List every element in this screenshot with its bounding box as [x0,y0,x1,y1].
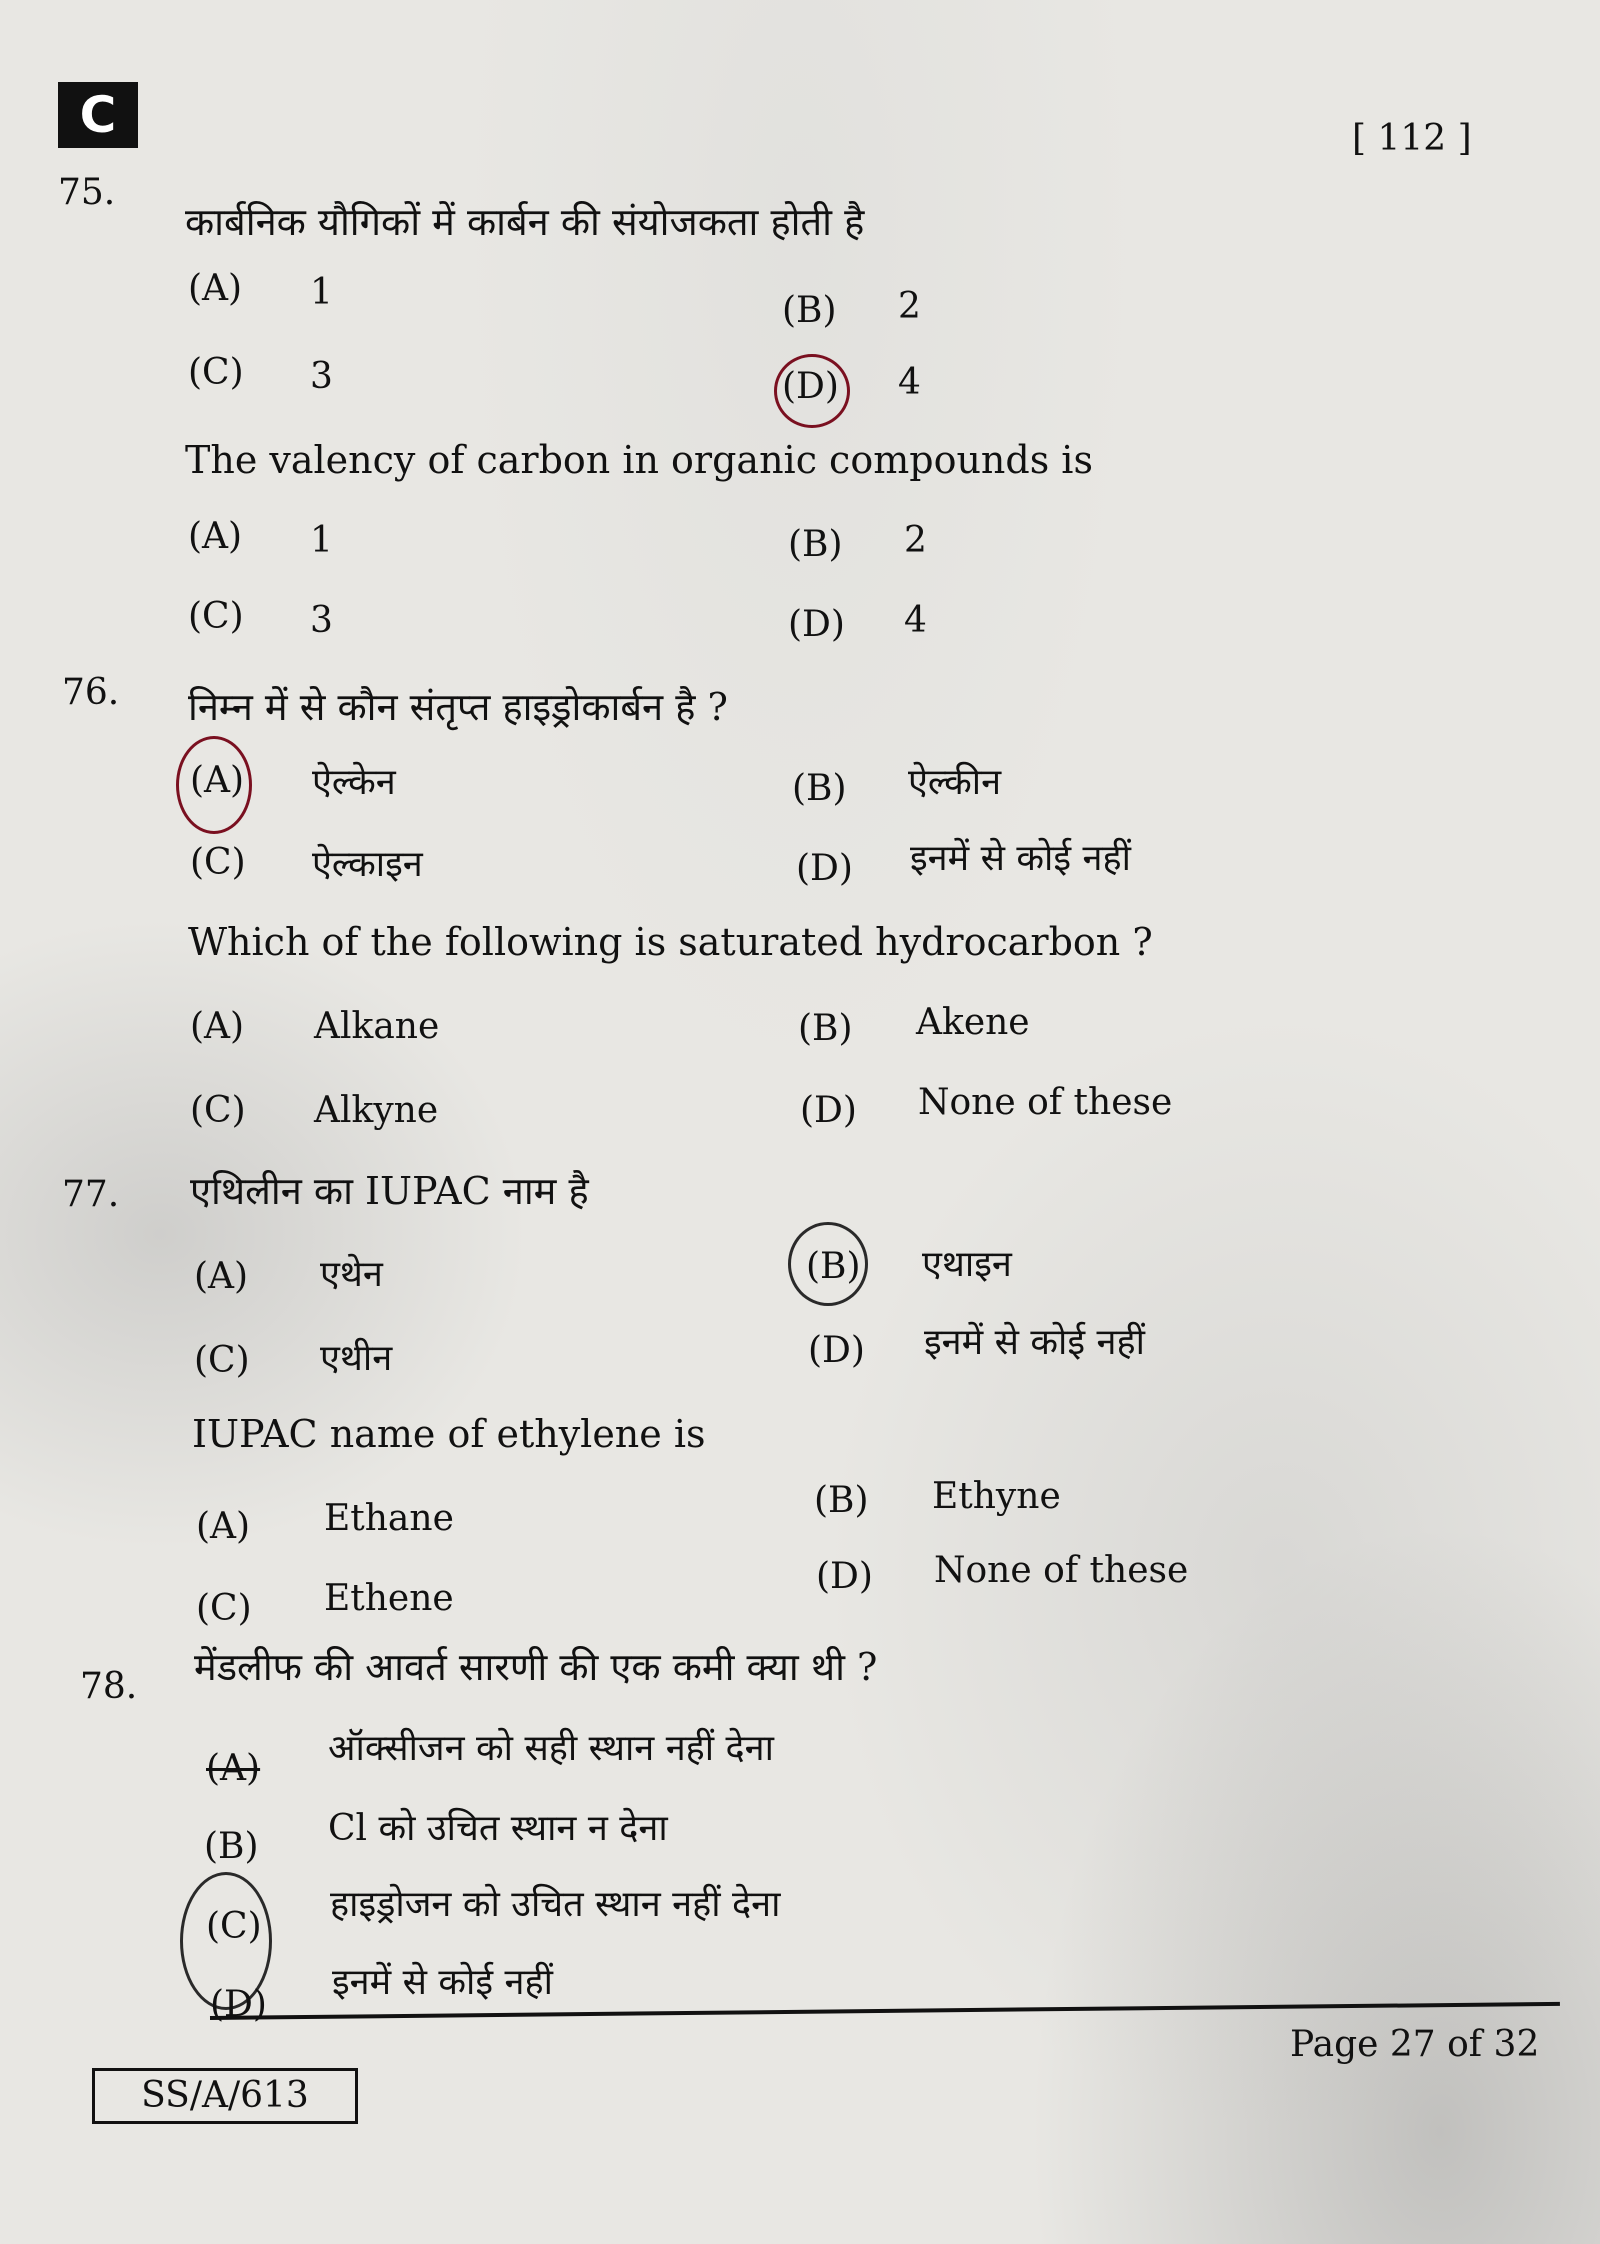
option-text: ऐल्कीन [908,762,1002,803]
option-label: (B) [814,1480,869,1521]
option-text: 3 [310,600,333,641]
option-label: (D) [782,366,839,407]
option-label: (C) [188,352,244,393]
option-text: एथाइन [922,1244,1012,1285]
option-text: 4 [898,362,921,403]
option-text: 4 [904,600,927,641]
question-text-hindi: निम्न में से कौन संतृप्त हाइड्रोकार्बन है ? [188,685,728,729]
option-label: (C) [196,1588,252,1629]
question-text-hindi: मेंडलीफ की आवर्त सारणी की एक कमी क्या थी ? [194,1645,878,1689]
option-label: (A) [190,760,245,801]
option-label: (C) [206,1906,262,1947]
option-label: (C) [190,1090,246,1131]
question-text-english: IUPAC name of ethylene is [192,1412,706,1456]
option-text: 2 [898,286,921,327]
option-label: (B) [792,768,847,809]
question-number: 78. [80,1666,138,1707]
option-label: (B) [806,1246,861,1287]
option-text: Alkane [314,1006,440,1047]
option-label: (D) [808,1330,865,1371]
option-text: 1 [310,272,333,313]
page-reference: [ 112 ] [1352,118,1472,159]
question-text-english: Which of the following is saturated hydrocarbon ? [188,920,1153,964]
option-label: (C) [188,596,244,637]
option-label: (A) [188,516,243,557]
option-text: Ethyne [932,1476,1061,1517]
option-text: ऐल्केन [312,762,396,803]
option-label: (B) [782,290,837,331]
option-text: इनमें से कोई नहीं [910,838,1131,879]
option-label: (A) [194,1256,249,1297]
question-number: 75. [58,172,116,213]
option-label: (A) [190,1006,245,1047]
question-number: 77. [62,1174,120,1215]
option-label: (C) [190,842,246,883]
option-label: (D) [816,1556,873,1597]
option-label: (B) [788,524,843,565]
option-text: एथीन [320,1338,393,1379]
option-label: (A) [206,1748,261,1789]
option-text: Alkyne [314,1090,439,1131]
option-text: इनमें से कोई नहीं [924,1322,1145,1363]
option-text: Ethane [324,1498,454,1539]
paper-code: SS/A/613 [92,2068,358,2124]
option-label: (D) [800,1090,857,1131]
option-label: (D) [210,1984,267,2025]
answer-mark [788,1222,868,1306]
question-text-hindi: एथिलीन का IUPAC नाम है [190,1169,589,1213]
option-label: (C) [194,1340,250,1381]
option-text: Ethene [324,1578,454,1619]
option-text: इनमें से कोई नहीं [332,1962,553,2003]
answer-mark [774,354,850,428]
option-text: Cl को उचित स्थान न देना [328,1808,668,1849]
option-label: (B) [798,1008,853,1049]
answer-mark [176,736,252,834]
option-label: (B) [204,1826,259,1867]
option-label: (D) [796,848,853,889]
option-text: ऑक्सीजन को सही स्थान नहीं देना [328,1728,774,1769]
option-text: 3 [310,356,333,397]
option-text: Akene [916,1002,1030,1043]
option-text: 1 [310,520,333,561]
option-label: (D) [788,604,845,645]
option-text: None of these [918,1082,1173,1123]
option-text: 2 [904,520,927,561]
option-label: (A) [188,268,243,309]
option-label: (A) [196,1506,251,1547]
option-text: एथेन [320,1254,383,1295]
option-text: ऐल्काइन [312,844,423,885]
option-text: None of these [934,1550,1189,1591]
series-badge: C [58,82,138,148]
question-number: 76. [62,672,120,713]
question-text-hindi: कार्बनिक यौगिकों में कार्बन की संयोजकता होती है [185,200,865,244]
question-text-english: The valency of carbon in organic compounds is [185,438,1093,482]
page-number: Page 27 of 32 [1290,2024,1540,2065]
option-text: हाइड्रोजन को उचित स्थान नहीं देना [330,1884,781,1925]
